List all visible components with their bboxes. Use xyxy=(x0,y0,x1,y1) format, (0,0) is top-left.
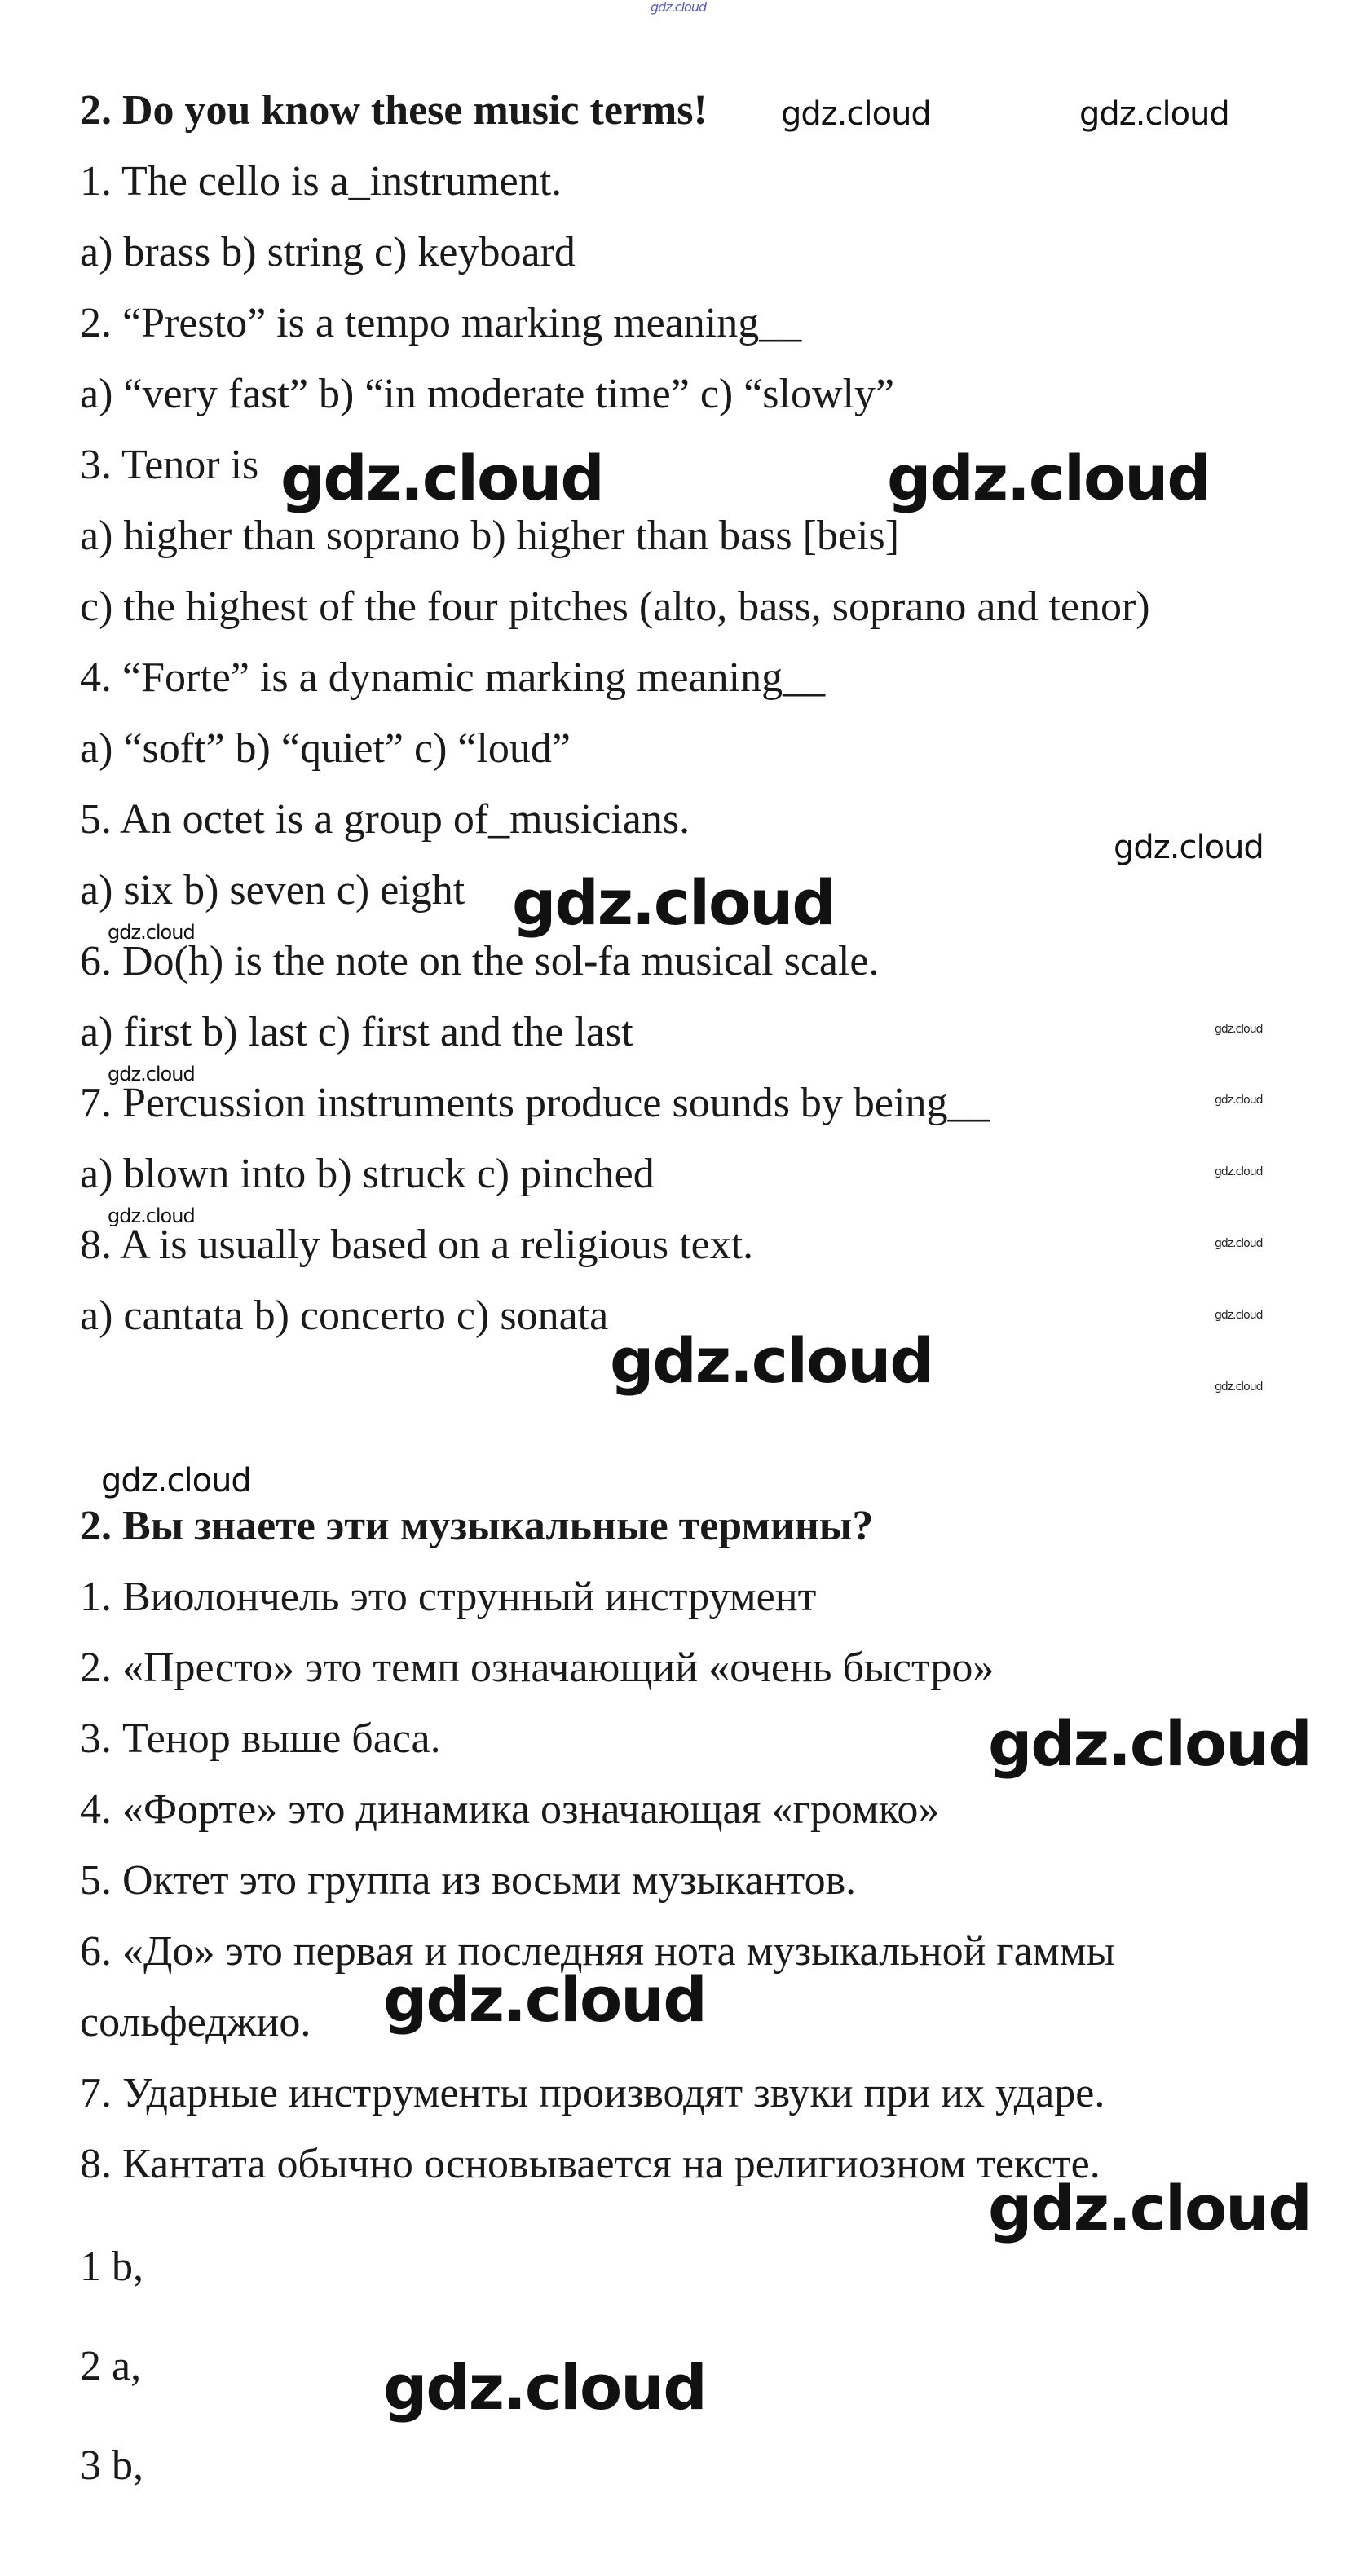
exercise-title-en: 2. Do you know these music terms! xyxy=(80,87,708,134)
watermark: gdz.cloud xyxy=(610,1324,933,1397)
watermark: gdz.cloud xyxy=(383,1963,706,2036)
question-2: 2. “Presto” is a tempo marking meaning__ xyxy=(80,300,802,346)
watermark: gdz.cloud xyxy=(988,1707,1311,1780)
answer-1: 1 b, xyxy=(80,2244,143,2290)
options-8: a) cantata b) concerto c) sonata xyxy=(80,1292,609,1339)
translation-6: 6. «До» это первая и последняя нота музыкальной гаммы xyxy=(80,1928,1115,1975)
exercise-title-ru: 2. Вы знаете эти музыкальные термины? xyxy=(80,1503,874,1549)
watermark: gdz.cloud xyxy=(1215,1237,1263,1250)
watermark: gdz.cloud xyxy=(887,442,1210,514)
translation-3: 3. Тенор выше баса. xyxy=(80,1715,441,1762)
options-6: a) first b) last c) first and the last xyxy=(80,1009,633,1055)
watermark: gdz.cloud xyxy=(1215,1165,1263,1178)
watermark: gdz.cloud xyxy=(1215,1023,1263,1036)
watermark: gdz.cloud xyxy=(781,95,931,133)
watermark: gdz.cloud xyxy=(1215,1380,1263,1394)
translation-4: 4. «Форте» это динамика означающая «громко» xyxy=(80,1786,940,1833)
answer-3: 3 b, xyxy=(80,2442,143,2489)
translation-1: 1. Виолончель это струнный инструмент xyxy=(80,1574,817,1620)
watermark: gdz.cloud xyxy=(101,1462,251,1499)
options-4: a) “soft” b) “quiet” c) “loud” xyxy=(80,725,571,772)
watermark: gdz.cloud xyxy=(1215,1309,1263,1322)
question-7: 7. Percussion instruments produce sounds by being__ xyxy=(80,1080,990,1126)
watermark: gdz.cloud xyxy=(108,921,195,944)
watermark: gdz.cloud xyxy=(383,2351,706,2424)
watermark: gdz.cloud xyxy=(988,2172,1311,2244)
question-1: 1. The cello is a_instrument. xyxy=(80,158,562,205)
translation-7: 7. Ударные инструменты производят звуки при их ударе. xyxy=(80,2070,1105,2116)
options-3b: c) the highest of the four pitches (alto, bass, soprano and tenor) xyxy=(80,583,1150,630)
watermark: gdz.cloud xyxy=(1215,1094,1263,1107)
watermark: gdz.cloud xyxy=(280,442,603,514)
options-7: a) blown into b) struck c) pinched xyxy=(80,1151,655,1197)
question-8: 8. A is usually based on a religious text. xyxy=(80,1222,754,1268)
question-3: 3. Tenor is xyxy=(80,442,259,488)
watermark: gdz.cloud xyxy=(1114,829,1264,866)
translation-2: 2. «Престо» это темп означающий «очень быстро» xyxy=(80,1645,995,1691)
options-1: a) brass b) string c) keyboard xyxy=(80,229,576,275)
question-4: 4. “Forte” is a dynamic marking meaning__ xyxy=(80,654,826,701)
question-6: 6. Do(h) is the note on the sol-fa musical scale. xyxy=(80,938,880,984)
watermark: gdz.cloud xyxy=(108,1063,195,1085)
watermark: gdz.cloud xyxy=(651,0,707,15)
translation-6-cont: сольфеджио. xyxy=(80,1999,311,2045)
translation-5: 5. Октет это группа из восьми музыкантов. xyxy=(80,1857,857,1904)
watermark: gdz.cloud xyxy=(108,1204,195,1227)
watermark: gdz.cloud xyxy=(1079,95,1229,133)
options-3a: a) higher than soprano b) higher than bass [beis] xyxy=(80,513,900,559)
options-5: a) six b) seven c) eight xyxy=(80,867,465,914)
question-5: 5. An octet is a group of_musicians. xyxy=(80,796,690,843)
options-2: a) “very fast” b) “in moderate time” c) “slowly” xyxy=(80,371,895,417)
answer-2: 2 a, xyxy=(80,2343,142,2389)
translation-8: 8. Кантата обычно основывается на религиозном тексте. xyxy=(80,2141,1101,2187)
watermark: gdz.cloud xyxy=(512,866,835,939)
